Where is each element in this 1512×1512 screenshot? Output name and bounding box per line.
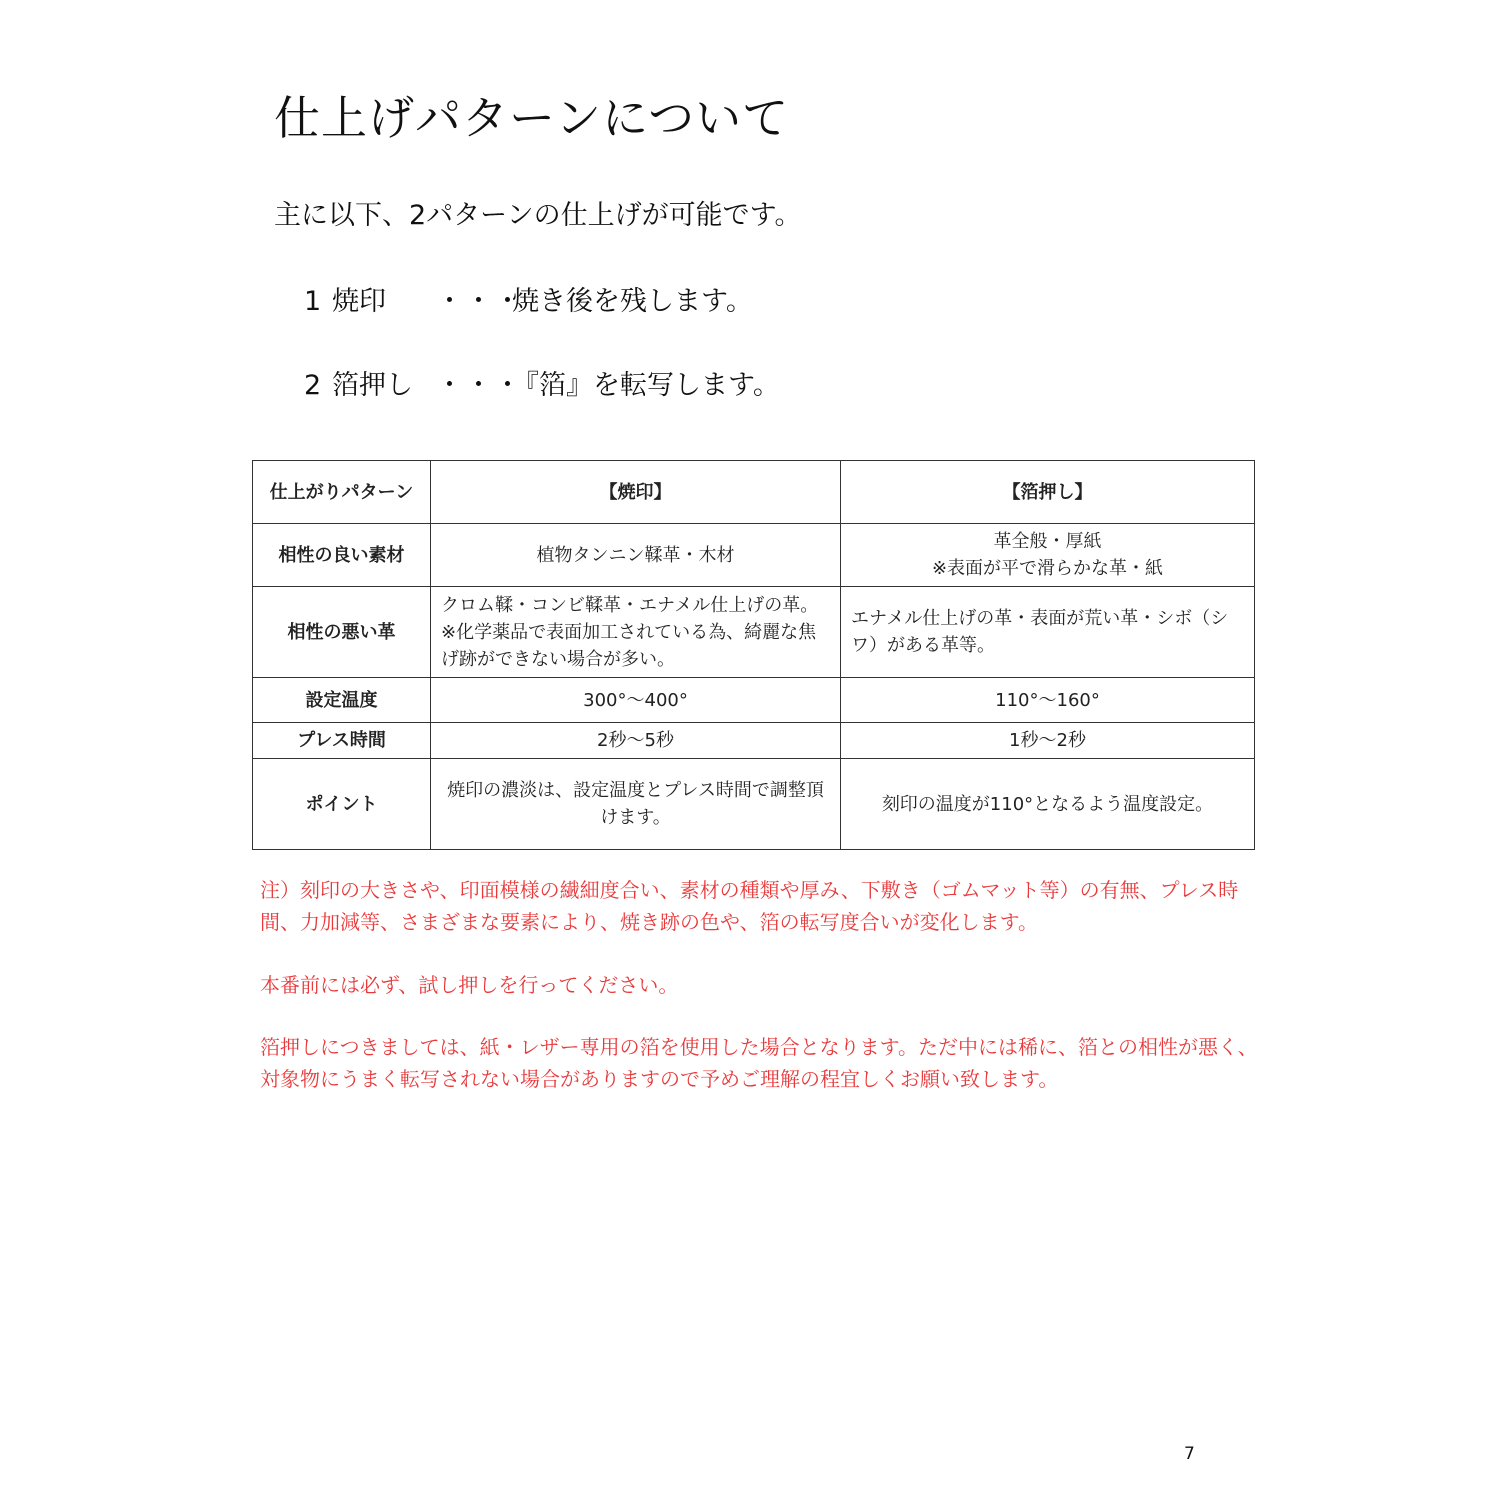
- note-paragraph: 箔押しにつきましては、紙・レザー専用の箔を使用した場合となります。ただ中には稀に、箔との相性が悪く、対象物にうまく転写されない場合がありますので予めご理解の程宜しくお願い致します。: [260, 1035, 1258, 1091]
- pattern-item-branding: [304, 282, 753, 322]
- foil-cell: [841, 524, 1255, 587]
- note-paragraph: 注）刻印の大きさや、印面模様の繊細度合い、素材の種類や厚み、下敷き（ゴムマット等）の有無、プレス時間、力加減等、さまざまな要素により、焼き跡の色や、箔の転写度合いが変化します。: [260, 878, 1239, 934]
- header-foil-cell: 【箔押し】: [841, 461, 1255, 524]
- pattern-number: 1: [304, 286, 322, 317]
- row-label-cell: 設定温度: [253, 678, 431, 723]
- page-number: 7: [1184, 1444, 1195, 1464]
- foil-cell-line: ※表面が平で滑らかな革・紙: [931, 558, 1164, 579]
- pattern-number: 2: [304, 370, 322, 401]
- foil-cell: 刻印の温度が110°となるよう温度設定。: [841, 759, 1255, 850]
- branding-cell: 植物タンニン鞣革・木材: [431, 524, 841, 587]
- note-paragraph: 本番前には必ず、試し押しを行ってください。: [260, 973, 679, 997]
- table-header-row: [253, 461, 1255, 524]
- branding-cell: クロム鞣・コンビ鞣革・エナメル仕上げの革。※化学薬品で表面加工されている為、綺麗な焦げ跡ができない場合が多い。: [431, 587, 841, 678]
- header-branding-cell: 【焼印】: [431, 461, 841, 524]
- branding-cell: 300°〜400°: [431, 678, 841, 723]
- foil-cell: 1秒〜2秒: [841, 723, 1255, 759]
- branding-cell: 焼印の濃淡は、設定温度とプレス時間で調整頂けます。: [431, 759, 841, 850]
- pattern-separator: ・・・: [436, 370, 523, 401]
- row-label-cell: 相性の悪い革: [253, 587, 431, 678]
- header-label-cell: 仕上がりパターン: [253, 461, 431, 524]
- branding-cell: 2秒〜5秒: [431, 723, 841, 759]
- table-row: [253, 524, 1255, 587]
- row-label-cell: 相性の良い素材: [253, 524, 431, 587]
- intro-text: 主に以下、2パターンの仕上げが可能です。: [274, 200, 802, 231]
- table-row: [253, 759, 1255, 850]
- finish-comparison-table: [252, 460, 1255, 850]
- notes-section: [260, 874, 1260, 1125]
- foil-cell: エナメル仕上げの革・表面が荒い革・シボ（シワ）がある革等。: [841, 587, 1255, 678]
- foil-cell: 110°〜160°: [841, 678, 1255, 723]
- pattern-description: 『箔』を転写します。: [512, 370, 780, 401]
- table-row: [253, 678, 1255, 723]
- pattern-item-foil: [304, 366, 780, 406]
- pattern-name: 焼印: [332, 286, 386, 317]
- pattern-name: 箔押し: [332, 370, 413, 401]
- page-title: 仕上げパターンについて: [274, 91, 790, 145]
- table-row: [253, 587, 1255, 678]
- pattern-description: 焼き後を残します。: [512, 286, 753, 317]
- pattern-separator: ・・・: [436, 286, 523, 317]
- table-row: [253, 723, 1255, 759]
- foil-cell-line: 革全般・厚紙: [993, 531, 1102, 552]
- row-label-cell: ポイント: [253, 759, 431, 850]
- row-label-cell: プレス時間: [253, 723, 431, 759]
